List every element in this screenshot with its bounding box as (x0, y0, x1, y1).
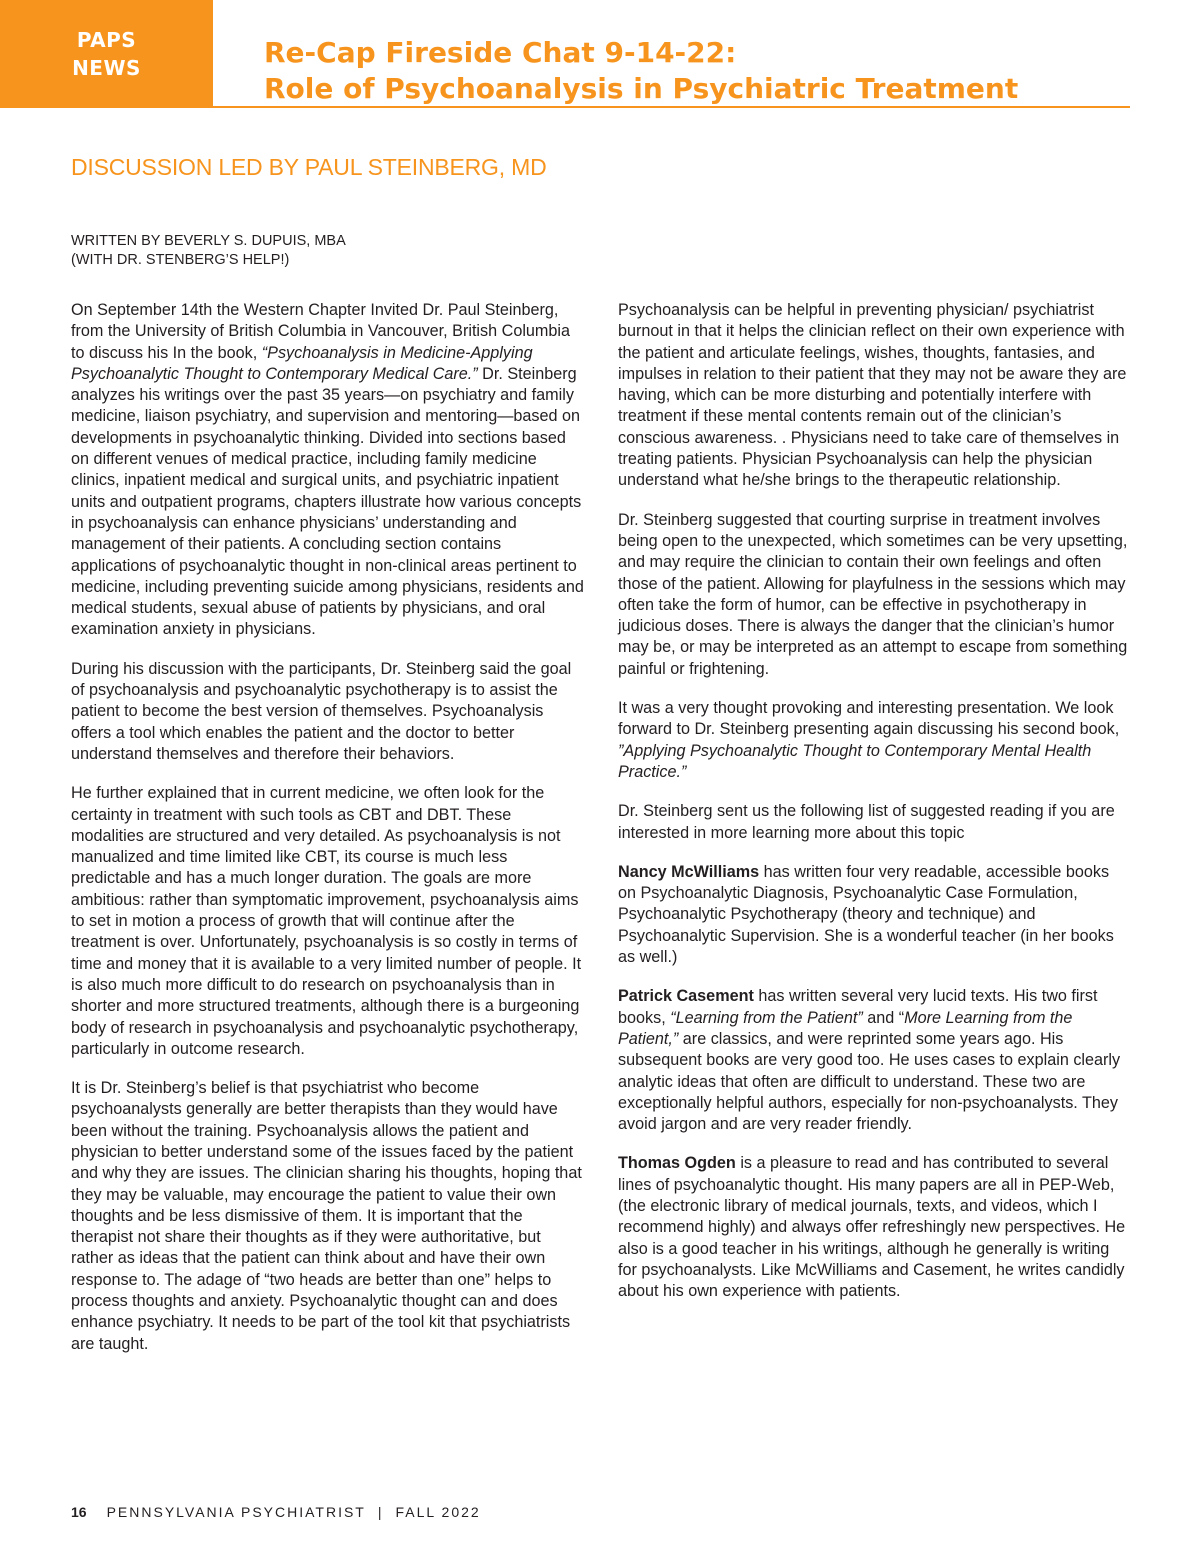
issue-label: FALL 2022 (395, 1504, 481, 1520)
paragraph-burnout: Psychoanalysis can be helpful in preventing physician/ psychiatrist burnout in that it helps the clinician reflect on their own experience with the patient and articulate feelings, wishes, thoughts, fantasies, and impulses in relation to their patient that they may not be aware they are having, which can be more disturbing and potentially interfere with treatment if these mental contents remain out of the clinician’s conscious awareness. . Physicians need to take care of themselves in treating patients. Physician Psychoanalysis can help the physician understand what he/she brings to the therapeutic relationship. (618, 301, 1127, 490)
page-number: 16 (71, 1504, 87, 1520)
publication-name: PENNSYLVANIA PSYCHIATRIST (106, 1504, 366, 1520)
author-name: Patrick Casement (618, 987, 754, 1006)
section-badge (0, 0, 213, 108)
paragraph-reading-intro: Dr. Steinberg sent us the following list of suggested reading if you are interested in more learning more about this topic (618, 802, 1115, 842)
author-name: Thomas Ogden (618, 1154, 736, 1173)
paragraph-mcwilliams: Nancy McWilliams has written four very readable, accessible books on Psychoanalytic Diagnosis, Psychoanalytic Case Formulation, Psychoanalytic Psychotherapy (theory and technique) and Psychoanalytic Supervision. She is a wonderful teacher (in her books as well.) (618, 862, 1114, 967)
left-column (71, 300, 586, 1373)
byline (71, 232, 346, 270)
footer-separator: | (377, 1504, 384, 1520)
author-name: Nancy McWilliams (618, 862, 760, 881)
paragraph-ogden: Thomas Ogden is a pleasure to read and has contributed to several lines of psychoanalytic thought. His many papers are all in PEP-Web, (the electronic library of medical journals, texts, and videos, which I recommend highly) and always offer refreshingly new perspectives. He also is a good teacher in his writings, although he generally is writing for psychoanalysts. Like McWilliams and Casement, he writes candidly about his own experience with patients. (618, 1154, 1126, 1301)
badge-line-2: NEWS (72, 56, 141, 80)
title-line-1: Re-Cap Fireside Chat 9-14-22: (264, 36, 737, 69)
discussion-subhead: DISCUSSION LED BY PAUL STEINBERG, MD (71, 154, 547, 180)
header-divider (213, 106, 1130, 108)
byline-note: (WITH DR. STENBERG’S HELP!) (71, 252, 290, 268)
paragraph-belief: It is Dr. Steinberg’s belief is that psychiatrist who become psychoanalysts generally are better therapists than they would have been without the training. Psychoanalysis allows the patient and physician to better understand some of the issues faced by the patient and why they are issues. The clinician sharing his thoughts, hoping that they may be valuable, may encourage the patient to value their own thoughts and be less dismissive of them. It is important that the therapist not share their thoughts as if they were authoritative, but rather as ideas that the patient can think about and have their own response to. The adage of “two heads are better than one” helps to process thoughts and anxiety. Psychoanalytic thought can and does enhance psychiatry. It needs to be part of the tool kit that psychiatrists are taught. (71, 1079, 582, 1353)
title-line-2: Role of Psychoanalysis in Psychiatric Treatment (264, 72, 1019, 105)
paragraph-current-medicine: He further explained that in current medicine, we often look for the certainty in treatment with such tools as CBT and DBT. These modalities are structured and very detailed. As psychoanalysis is not manualized and time limited like CBT, its course is much less predictable and has a much longer duration. The goals are more ambitious: rather than symptomatic improvement, psychoanalysis aims to set in motion a process of growth that will continue after the treatment is over. Unfortunately, psychoanalysis is so costly in terms of time and money that it is available to a very limited number of people. It is also much more difficult to do research on psychoanalysis than in shorter and more structured treatments, although there is a burgeoning body of research in psychoanalysis and psychoanalytic psychotherapy, particularly in outcome research. (71, 784, 582, 1058)
page-title (264, 35, 1144, 107)
paragraph-presentation: It was a very thought provoking and interesting presentation. We look forward to Dr. Steinberg presenting again discussing his second book, ”Applying Psychoanalytic Thought to Contemporary Mental Health Practice.” (618, 699, 1120, 781)
book-title-italic: “Psychoanalysis in Medicine-Applying Psychoanalytic Thought to Contemporary Medical Care.” (71, 343, 533, 383)
page-footer (71, 1504, 481, 1520)
byline-author: WRITTEN BY BEVERLY S. DUPUIS, MBA (71, 233, 346, 249)
paragraph-intro: On September 14th the Western Chapter Invited Dr. Paul Steinberg, from the University of British Columbia in Vancouver, British Columbia to discuss his In the book, “Psychoanalysis in Medicine-Applying Psychoanalytic Thought to Contemporary Medical Care.” Dr. Steinberg analyzes his writings over the past 35 years—on psychiatry and family medicine, liaison psychiatry, and supervision and mentoring—based on developments in psychoanalytic thinking. Divided into sections based on different venues of medical practice, including family medicine clinics, inpatient medical and surgical units, and psychiatric inpatient units and outpatient programs, chapters illustrate how various concepts in psychoanalysis can enhance physicians’ understanding and management of their patients. A concluding section contains applications of psychoanalytic thought in non-clinical areas pertinent to medicine, including preventing suicide among physicians, residents and medical students, sexual abuse of patients by physicians, and oral examination anxiety in physicians. (71, 301, 584, 639)
paragraph-surprise: Dr. Steinberg suggested that courting surprise in treatment involves being open to the unexpected, which sometimes can be very upsetting, and may require the clinician to contain their own feelings and often those of the patient. Allowing for playfulness in the sessions which may often take the form of humor, can be effective in psychotherapy in judicious doses. There is always the danger that the clinician’s humor may be, or may be interpreted as an attempt to escape from something painful or frightening. (618, 510, 1128, 678)
paragraph-goal: During his discussion with the participants, Dr. Steinberg said the goal of psychoanalysis and psychoanalytic psychotherapy is to assist the patient to become the best version of themselves. Psychoanalysis offers a tool which enables the patient and the doctor to better understand themselves and therefore their behaviors. (71, 659, 572, 763)
second-book-italic: ”Applying Psychoanalytic Thought to Contemporary Mental Health Practice.” (618, 741, 1092, 781)
paragraph-casement: Patrick Casement has written several very lucid texts. His two first books, “Learning from the Patient” and “More Learning from the Patient,” are classics, and were reprinted some years ago. His subsequent books are very good too. He uses cases to explain clearly analytic ideas that often are difficult to understand. These two are exceptionally helpful authors, especially for non-psychoanalysts. They avoid jargon and are very reader friendly. (618, 987, 1121, 1134)
right-column (618, 300, 1130, 1320)
badge-line-1: PAPS (76, 28, 137, 52)
